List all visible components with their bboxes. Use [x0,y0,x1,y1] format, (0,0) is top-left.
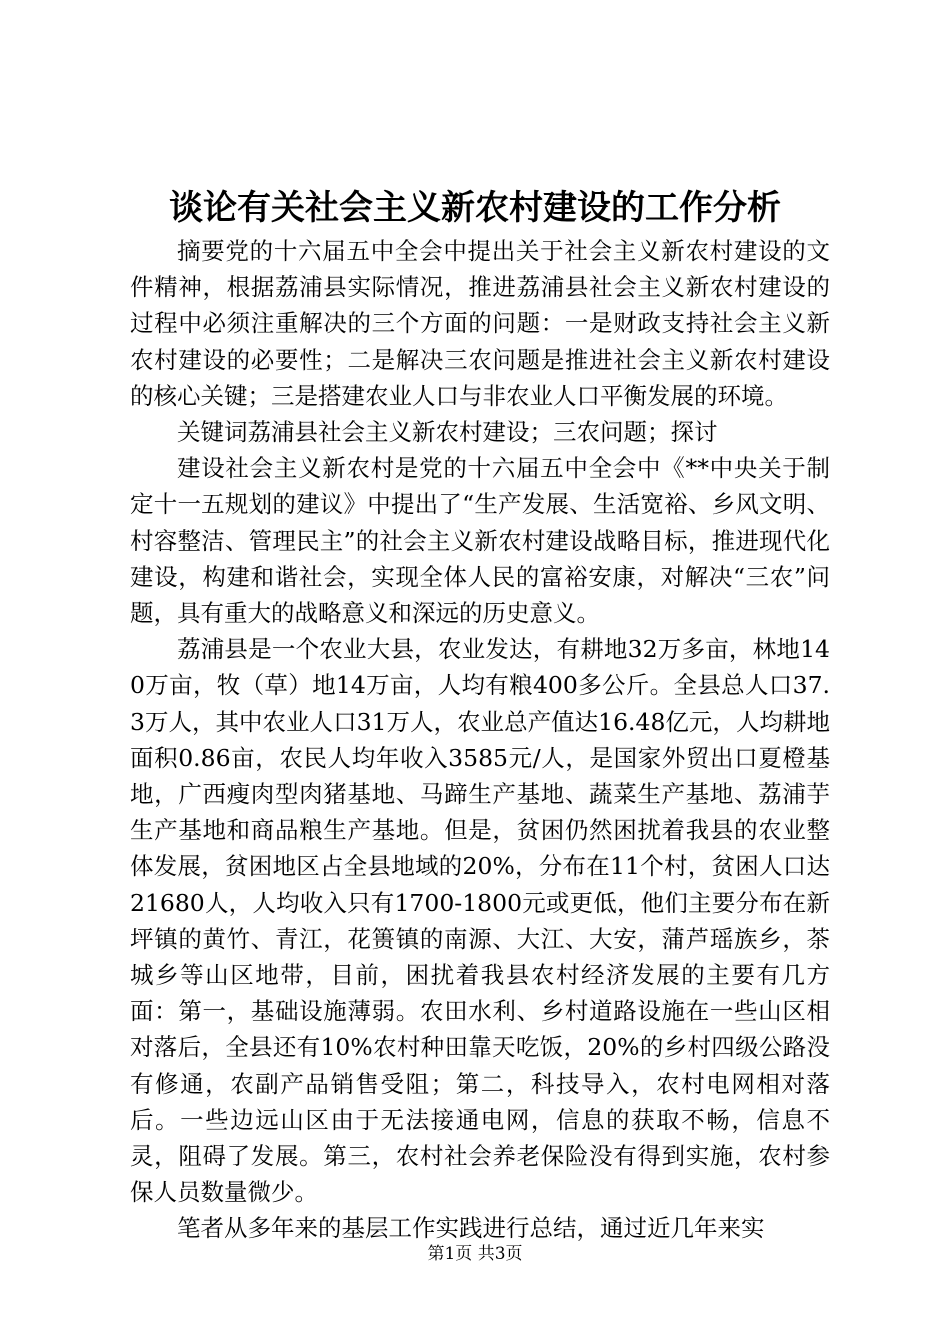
keywords-paragraph: 关键词荔浦县社会主义新农村建设；三农问题；探讨 [177,418,718,447]
page-number-footer: 第1页 共3页 [427,1244,523,1264]
body-paragraph: 笔者从多年来的基层工作实践进行总结，通过近几年来实 [177,1214,765,1243]
document-body [130,233,830,1247]
document-title: 谈论有关社会主义新农村建设的工作分析 [169,188,781,228]
body-paragraph: 荔浦县是一个农业大县，农业发达，有耕地32万多亩，林地140万亩，牧（草）地14万亩，人均有粮400多公斤。全县总人口37.3万人，其中农业人口31万人，农业总产值达16.48亿元，人均耕地面积0.86亩，农民人均年收入3585元/人，是国家外贸出口夏橙基地，广西瘦肉型肉猪基地、马蹄生产基地、蔬菜生产基地、荔浦芋生产基地和商品粮生产基地。但是，贫困仍然困扰着我县的农业整体发展，贫困地区占全县地域的20%，分布在11个村，贫困人口达21680人，人均收入只有1700-1800元或更低，他们主要分布在新坪镇的黄竹、青江，花篑镇的南源、大江、大安，蒲芦瑶族乡，茶城乡等山区地带，目前，困扰着我县农村经济发展的主要有几方面：第一，基础设施薄弱。农田水利、乡村道路设施在一些山区相对落后，全县还有10%农村种田靠天吃饭，20%的乡村四级公路没有修通，农副产品销售受阻；第二，科技导入，农村电网相对落后。一些边远山区由于无法接通电网，信息的获取不畅，信息不灵，阻碍了发展。第三，农村社会养老保险没有得到实施，农村参保人员数量微少。 [130,635,830,1207]
abstract-paragraph: 摘要党的十六届五中全会中提出关于社会主义新农村建设的文件精神，根据荔浦县实际情况，推进荔浦县社会主义新农村建设的过程中必须注重解决的三个方面的问题：一是财政支持社会主义新农村建设的必要性；二是解决三农问题是推进社会主义新农村建设的核心关键；三是搭建农业人口与非农业人口平衡发展的环境。 [130,237,830,410]
body-paragraph: 建设社会主义新农村是党的十六届五中全会中《**中央关于制定十一五规划的建议》中提出了“生产发展、生活宽裕、乡风文明、村容整洁、管理民主”的社会主义新农村建设战略目标，推进现代化建设，构建和谐社会，实现全体人民的富裕安康，对解决“三农”问题，具有重大的战略意义和深远的历史意义。 [130,454,830,628]
